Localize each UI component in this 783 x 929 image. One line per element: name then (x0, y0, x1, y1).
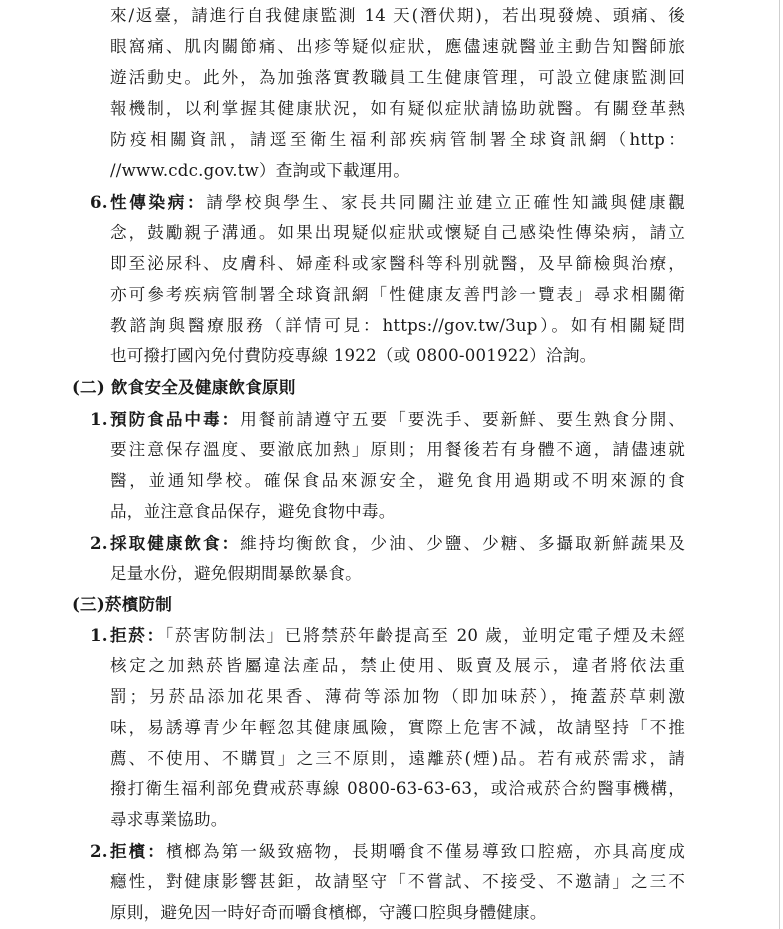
section-heading: (二) 飲食安全及健康飲食原則 (72, 377, 296, 397)
paragraph-line: 要注意保存溫度、要澈底加熱」原則；用餐後若有身體不適，請儘速就 (110, 440, 685, 459)
paragraph-line: 撥打衛生福利部免費戒菸專線 0800-63-63-63，或洽戒菸合約醫事機構， (110, 779, 685, 798)
paragraph-line: 也可撥打國內免付費防疫專線 1922（或 0800-001922）洽詢。 (110, 346, 597, 365)
paragraph-line: 罰；另菸品添加花果香、薄荷等添加物（即加味菸），掩蓋菸草刺激 (110, 687, 685, 706)
paragraph-line: 尋求專業協助。 (110, 810, 228, 829)
list-number: 1. (90, 409, 108, 429)
list-item-first-line (110, 841, 685, 862)
paragraph-line: 醫，並通知學校。確保食品來源安全，避免食用過期或不明來源的食 (110, 471, 685, 490)
paragraph-line: 足量水份，避免假期間暴飲暴食。 (110, 564, 362, 583)
list-item-title: 拒菸： (110, 625, 165, 645)
paragraph-line: 品，並注意食品保存，避免食物中毒。 (110, 502, 396, 521)
list-number: 2. (90, 841, 108, 861)
paragraph-line: 防疫相關資訊，請逕至衛生福利部疾病管制署全球資訊網（http： (110, 130, 685, 149)
paragraph-line: 報機制，以利掌握其健康狀況，如有疑似症狀請協助就醫。有關登革熱 (110, 99, 685, 118)
paragraph-line: 念，鼓勵親子溝通。如果出現疑似症狀或懷疑自己感染性傳染病，請立 (110, 223, 685, 242)
list-item-title: 性傳染病： (110, 192, 207, 212)
list-item-text: 維持均衡飲食，少油、少鹽、少糖、多攝取新鮮蔬果及 (240, 534, 685, 553)
list-item-first-line (110, 625, 685, 646)
list-item-first-line (110, 409, 685, 430)
list-item-first-line (110, 192, 685, 213)
list-item-first-line (110, 533, 685, 554)
paragraph-line: 癮性，對健康影響甚鉅，故請堅守「不嘗試、不接受、不邀請」之三不 (110, 872, 685, 891)
paragraph-line: 眼窩痛、肌肉關節痛、出疹等疑似症狀，應儘速就醫並主動告知醫師旅 (110, 37, 685, 56)
paragraph-line: 教諮詢與醫療服務（詳情可見：https://gov.tw/3up）。如有相關疑問 (110, 316, 685, 335)
paragraph-line: 遊活動史。此外，為加強落實教職員工生健康管理，可設立健康監測回 (110, 68, 685, 87)
page-edge-divider (779, 0, 780, 929)
paragraph-line: 核定之加熱菸皆屬違法產品，禁止使用、販賣及展示，違者將依法重 (110, 656, 685, 675)
paragraph-line: 薦、不使用、不購買」之三不原則，遠離菸(煙)品。若有戒菸需求，請 (110, 749, 685, 768)
section-heading: (三)菸檳防制 (72, 594, 173, 614)
list-item-text: 檳榔為第一級致癌物，長期嚼食不僅易導致口腔癌，亦具高度成 (165, 842, 685, 861)
list-number: 2. (90, 533, 108, 553)
list-number: 1. (90, 625, 108, 645)
list-item-text: 請學校與學生、家長共同關注並建立正確性知識與健康觀 (206, 193, 686, 212)
paragraph-line: //www.cdc.gov.tw）查詢或下載運用。 (110, 161, 411, 180)
list-item-title: 採取健康飲食： (110, 533, 241, 553)
paragraph-line: 亦可參考疾病管制署全球資訊網「性健康友善門診一覽表」尋求相關衛 (110, 285, 685, 304)
paragraph-line: 原則，避免因一時好奇而嚼食檳榔，守護口腔與身體健康。 (110, 903, 547, 922)
list-item-title: 拒檳： (110, 841, 166, 861)
paragraph-line: 味，易誘導青少年輕忽其健康風險，實際上危害不減，故請堅持「不推 (110, 718, 685, 737)
list-item-title: 預防食品中毒： (110, 409, 241, 429)
paragraph-line: 來/返臺，請進行自我健康監測 14 天(潛伏期)，若出現發燒、頭痛、後 (110, 6, 685, 25)
list-item-text: 「菸害防制法」已將禁菸年齡提高至 20 歲，並明定電子煙及未經 (164, 626, 685, 645)
list-item-text: 用餐前請遵守五要「要洗手、要新鮮、要生熟食分開、 (240, 410, 685, 429)
list-number: 6. (90, 192, 108, 212)
paragraph-line: 即至泌尿科、皮膚科、婦產科或家醫科等科別就醫，及早篩檢與治療， (110, 254, 685, 273)
